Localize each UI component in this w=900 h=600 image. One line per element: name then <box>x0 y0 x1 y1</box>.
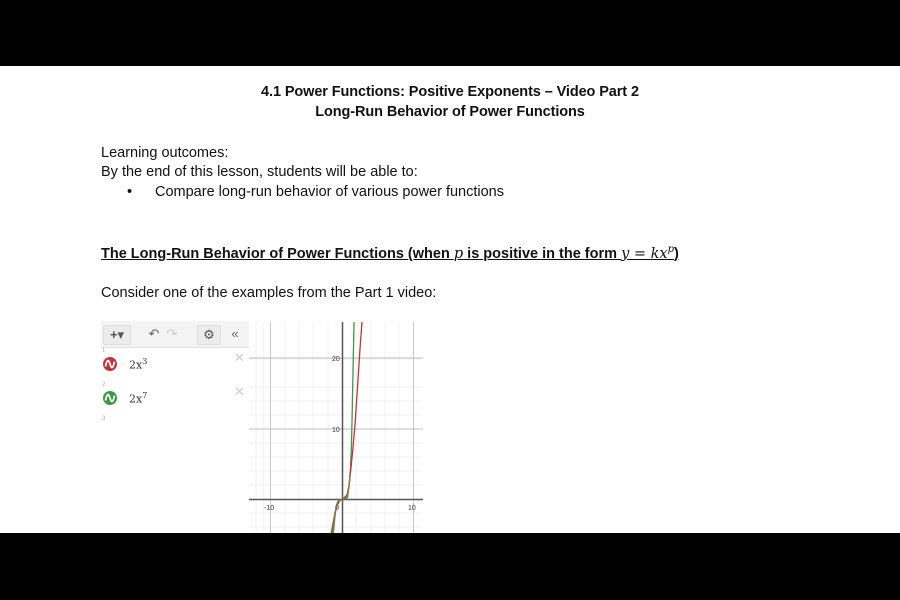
x-tick-label: -10 <box>264 505 275 512</box>
expression-text[interactable]: $2x^3$ <box>129 357 148 372</box>
heading-text: The Long-Run Behavior of Power Functions (when <box>101 245 454 262</box>
row-number: 3 <box>102 416 106 422</box>
heading-formula <box>621 246 674 262</box>
consider-text: Consider one of the examples from the Part 1 video: <box>101 285 437 301</box>
video-letterbox-bottom <box>0 533 900 600</box>
row-number: 1 <box>102 348 106 354</box>
x-tick-label: 10 <box>408 505 416 512</box>
learning-outcomes-intro: By the end of this lesson, students will be able to: <box>101 164 418 180</box>
curve-overlap <box>333 474 351 533</box>
add-expression-button[interactable]: +▾ <box>103 325 131 345</box>
collapse-panel-icon[interactable]: « <box>231 326 239 341</box>
gear-icon[interactable]: ⚙ <box>197 325 221 345</box>
expression-row-1[interactable] <box>101 348 249 381</box>
formula-exponent: p <box>667 244 674 255</box>
document-title: 4.1 Power Functions: Positive Exponents – Video Part 2 <box>261 84 639 100</box>
x-tick-label: 0 <box>335 505 339 512</box>
y-tick-label: 20 <box>332 356 340 363</box>
heading-var-p: p <box>453 245 464 262</box>
calculator-toolbar <box>101 321 249 348</box>
expression-text[interactable]: $2x^7$ <box>129 391 148 406</box>
graph-svg <box>249 322 423 533</box>
graph-toggle-icon-red[interactable] <box>103 357 117 371</box>
graph-canvas[interactable] <box>249 322 423 533</box>
document-subtitle: Long-Run Behavior of Power Functions <box>315 104 585 120</box>
heading-text: ) <box>674 245 679 262</box>
expression-row-3-empty[interactable] <box>101 416 249 449</box>
close-icon[interactable]: ✕ <box>234 384 245 399</box>
row-number: 2 <box>102 382 106 388</box>
video-letterbox-top <box>0 0 900 66</box>
undo-icon[interactable]: ↶ <box>148 326 160 341</box>
learning-outcomes-label: Learning outcomes: <box>101 145 229 161</box>
outcome-bullet <box>127 184 504 200</box>
section-heading <box>101 244 679 262</box>
graph-toggle-icon-green[interactable] <box>103 391 117 405</box>
document-page <box>0 66 900 533</box>
redo-icon[interactable]: ↷ <box>166 326 178 341</box>
formula-base: y = kx <box>621 245 668 262</box>
expression-row-2[interactable] <box>101 382 249 415</box>
heading-text: is positive in the form <box>463 245 622 262</box>
y-tick-label: 10 <box>332 427 340 434</box>
expression-panel <box>101 321 249 533</box>
close-icon[interactable]: ✕ <box>234 350 245 365</box>
outcome-text: Compare long-run behavior of various power functions <box>155 184 504 200</box>
bullet-icon: • <box>127 184 133 200</box>
